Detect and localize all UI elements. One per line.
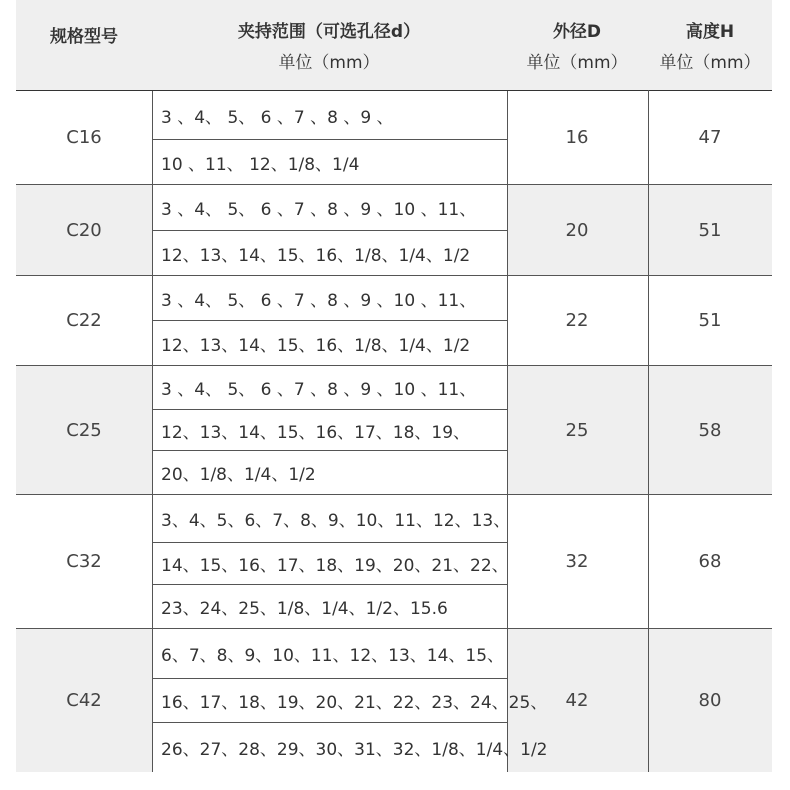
range-line: 3 、4、 5、 6 、7 、8 、9 、10 、11、 xyxy=(153,366,507,410)
range-line: 10 、11、 12、1/8、1/4 xyxy=(161,154,360,175)
model-cell: C42 xyxy=(66,690,102,711)
table-row xyxy=(16,495,772,629)
header-od xyxy=(506,0,648,90)
header-height xyxy=(648,0,772,90)
header-height-unit: 单位（mm） xyxy=(659,53,761,73)
table-row xyxy=(16,366,772,495)
model-cell: C20 xyxy=(66,219,102,241)
range-line: 3 、4、 5、 6 、7 、8 、9 、10 、11、 xyxy=(153,185,507,231)
height-cell: 51 xyxy=(698,310,722,331)
height-cell: 68 xyxy=(698,551,722,572)
header-range-unit: 单位（mm） xyxy=(278,53,380,73)
range-line: 3、4、5、6、7、8、9、10、11、12、13、 xyxy=(153,495,507,543)
height-cell: 51 xyxy=(698,219,722,241)
od-cell: 16 xyxy=(565,127,589,148)
range-line: 12、13、14、15、16、1/8、1/4、1/2 xyxy=(161,245,471,266)
header-range xyxy=(152,0,506,90)
od-cell: 42 xyxy=(565,690,589,711)
range-line: 3 、4、 5、 6 、7 、8 、9 、10 、11、 xyxy=(153,276,507,321)
range-line: 12、13、14、15、16、1/8、1/4、1/2 xyxy=(161,335,471,356)
range-cell xyxy=(152,91,508,184)
od-cell: 32 xyxy=(565,551,589,572)
range-line: 26、27、28、29、30、31、32、1/8、1/4、1/2 xyxy=(161,740,548,760)
od-cell: 25 xyxy=(565,419,589,441)
column-divider xyxy=(648,90,649,772)
range-cell xyxy=(152,629,548,772)
range-cell xyxy=(152,185,508,275)
table-row xyxy=(16,276,772,366)
table-row xyxy=(16,91,772,185)
model-cell: C16 xyxy=(66,127,102,148)
table-header xyxy=(16,0,772,91)
model-cell: C22 xyxy=(66,310,102,331)
od-cell: 20 xyxy=(565,219,589,241)
height-cell: 80 xyxy=(698,690,722,711)
height-cell: 58 xyxy=(698,419,722,441)
model-cell: C25 xyxy=(66,419,102,441)
header-range-title: 夹持范围（可选孔径d） xyxy=(237,22,421,42)
range-line: 6、7、8、9、10、11、12、13、14、15、 xyxy=(153,629,507,679)
model-cell: C32 xyxy=(66,551,102,572)
header-od-unit: 单位（mm） xyxy=(526,53,628,73)
range-line: 20、1/8、1/4、1/2 xyxy=(161,465,316,485)
range-line: 23、24、25、1/8、1/4、1/2、15.6 xyxy=(161,599,448,619)
range-cell xyxy=(152,276,508,365)
table-row xyxy=(16,629,772,772)
range-line: 3 、4、 5、 6 、7 、8 、9 、 xyxy=(153,91,507,140)
od-cell: 22 xyxy=(565,310,589,331)
header-height-title: 高度H xyxy=(685,22,735,42)
range-line: 14、15、16、17、18、19、20、21、22、 xyxy=(153,543,507,585)
spec-table xyxy=(16,0,772,772)
table-row xyxy=(16,185,772,276)
range-line: 12、13、14、15、16、17、18、19、 xyxy=(153,410,507,451)
range-cell xyxy=(152,495,511,628)
height-cell: 47 xyxy=(698,127,722,148)
header-model xyxy=(16,0,152,90)
header-od-title: 外径D xyxy=(552,22,602,42)
range-line: 16、17、18、19、20、21、22、23、24、25、 xyxy=(153,679,507,723)
range-cell xyxy=(152,366,508,494)
header-model-title: 规格型号 xyxy=(50,27,118,47)
